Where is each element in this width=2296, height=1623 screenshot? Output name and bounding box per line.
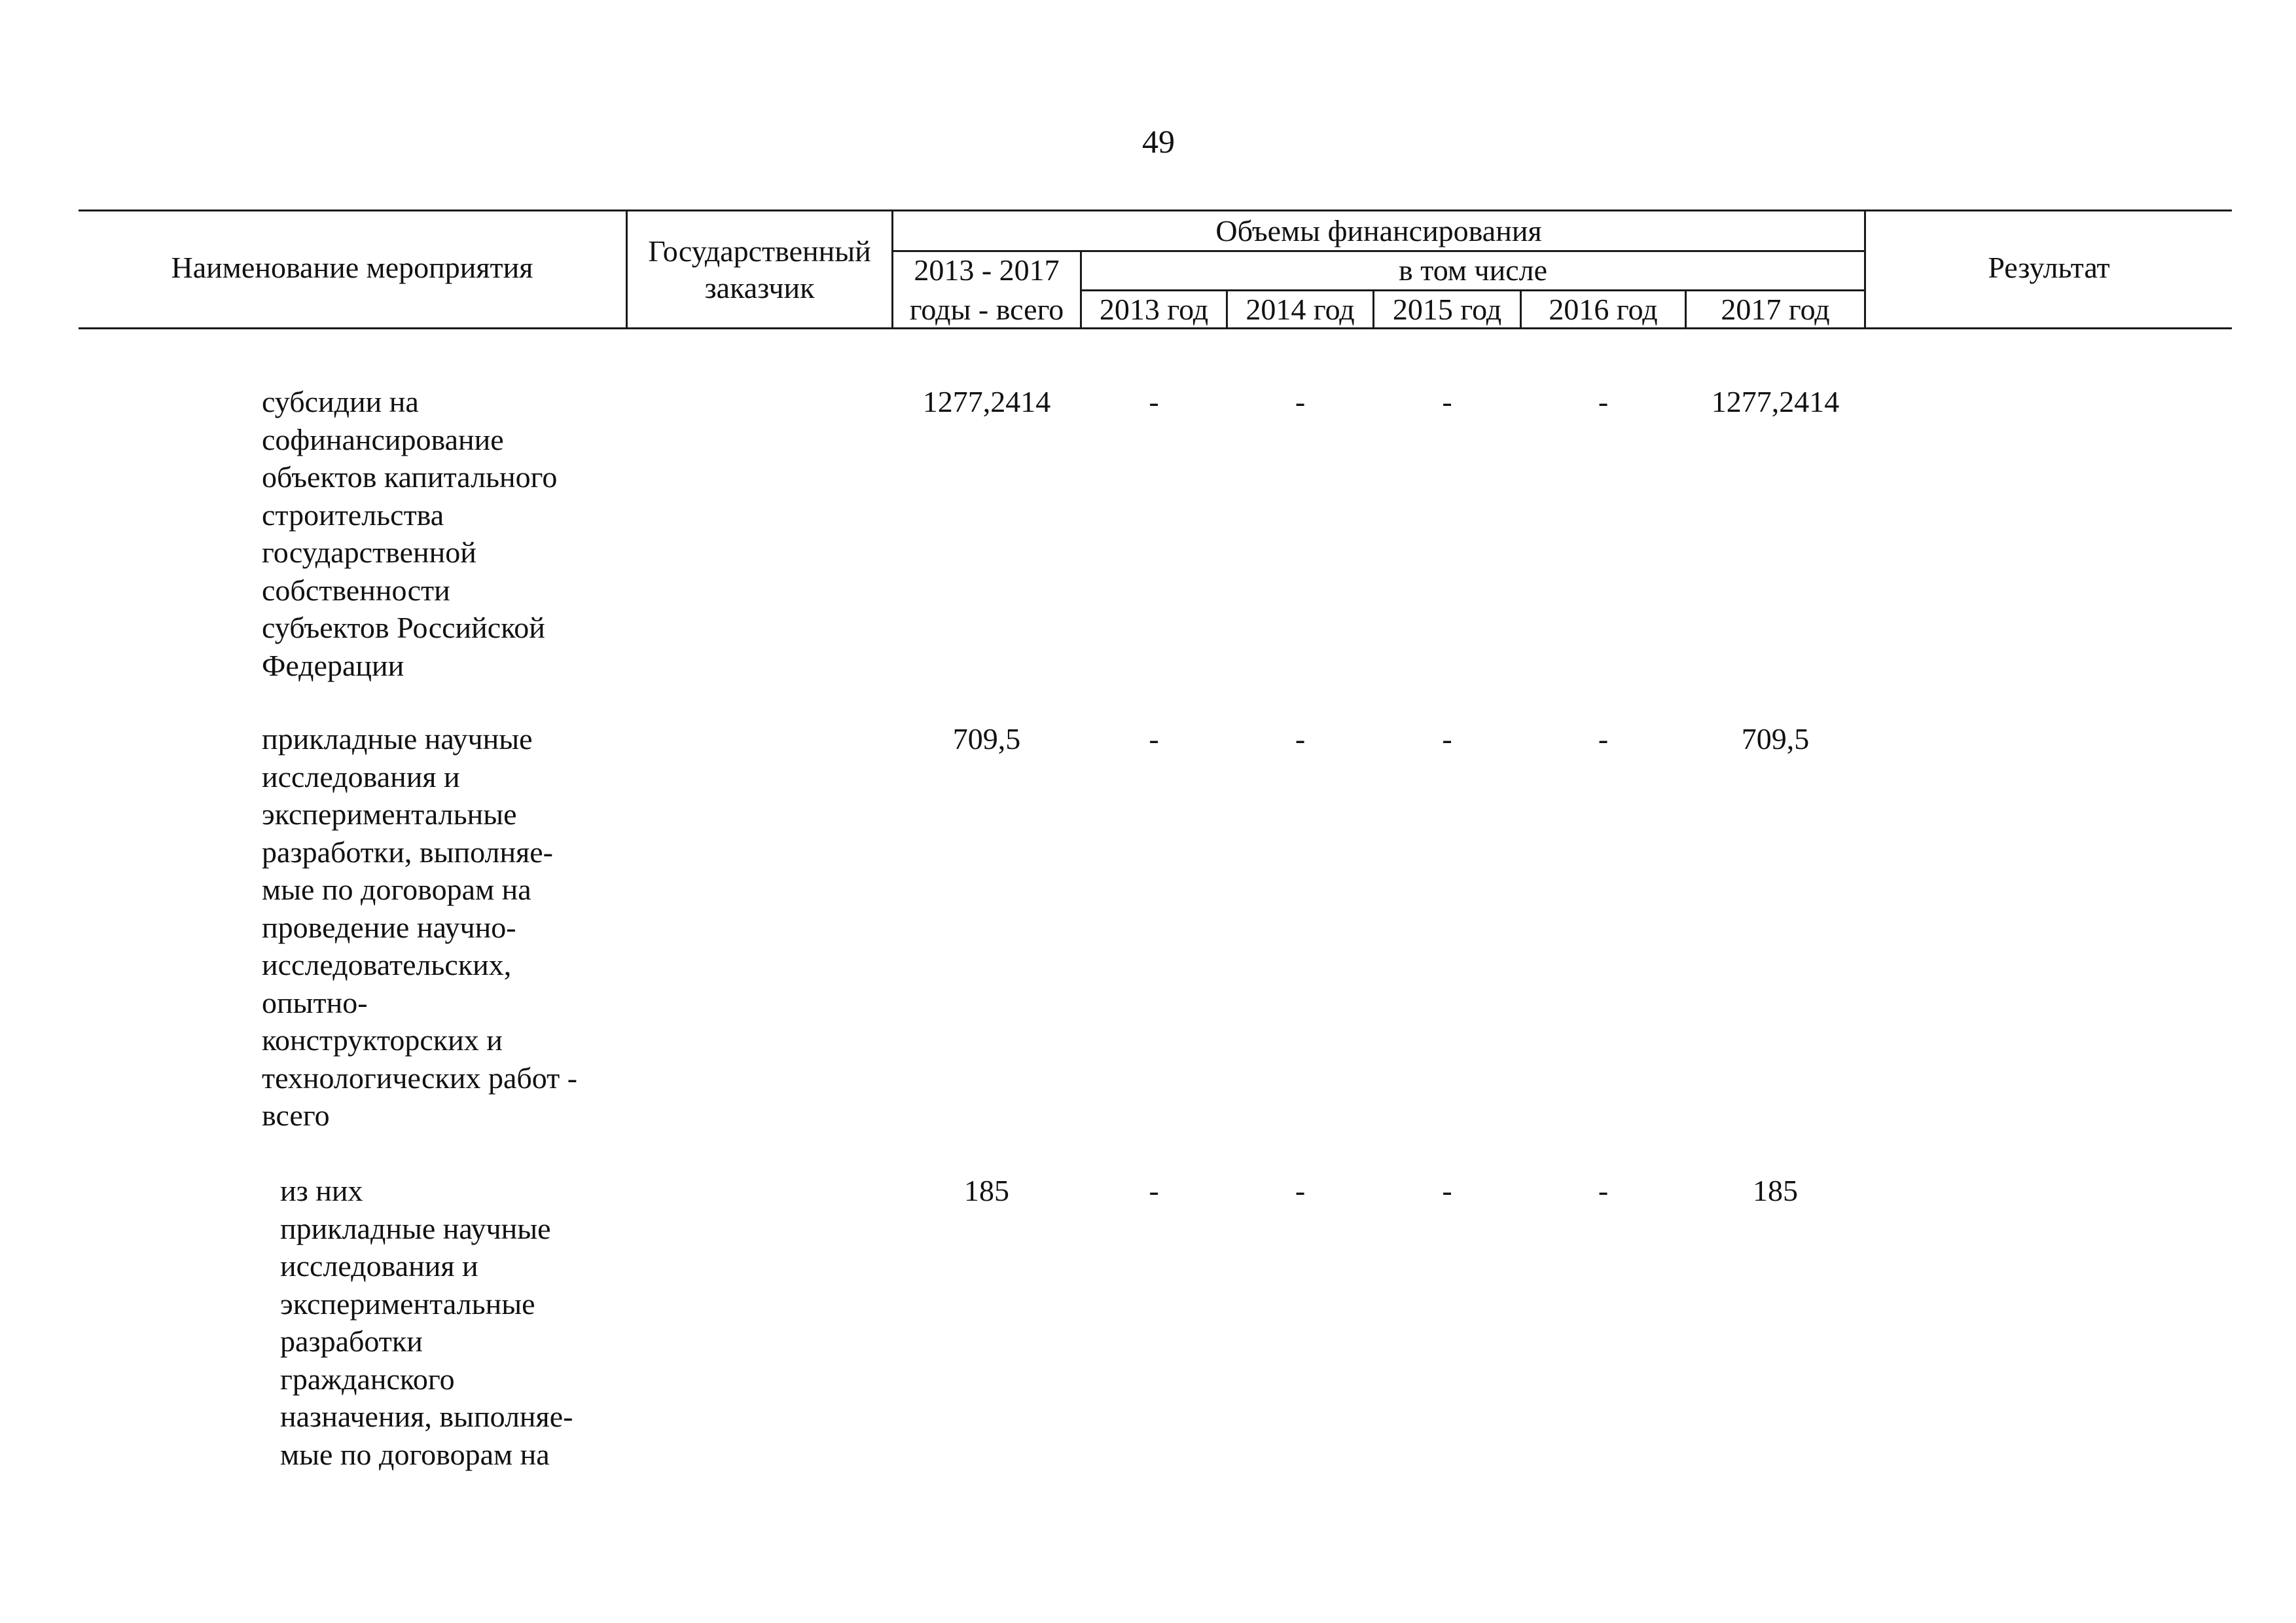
- row-1-2016: -: [1598, 385, 1609, 418]
- row-2-name: прикладные научные исследования и экспериментальные разработки, выполняе- мые по договорам на проведение научно- исследовательских, опытно- конструкторских и технологических работ - всего: [262, 722, 578, 1132]
- years-subheader-rule: [1080, 289, 1864, 291]
- row-2-2016: -: [1598, 722, 1609, 756]
- row-3-2016: -: [1598, 1174, 1609, 1207]
- header-including: в том числе: [1399, 253, 1547, 287]
- header-customer: [628, 233, 891, 306]
- header-name: Наименование мероприятия: [171, 251, 533, 284]
- row-3-2017: 185: [1753, 1174, 1798, 1207]
- row-2-2014: -: [1295, 722, 1306, 756]
- row-1-2014: -: [1295, 385, 1306, 418]
- row-2-total: 709,5: [952, 722, 1021, 756]
- row-2-2017: 709,5: [1741, 722, 1810, 756]
- row-1-name: субсидии на софинансирование объектов капитального строительства государственной собственности субъектов Российской Федерации: [262, 385, 558, 682]
- row-3-2014: -: [1295, 1174, 1306, 1207]
- row-1-2015: -: [1442, 385, 1452, 418]
- header-year-2013: 2013 год: [1099, 293, 1209, 326]
- header-bottom-rule: [79, 327, 2232, 329]
- header-total-line2: годы - всего: [909, 293, 1064, 326]
- header-total-line1: 2013 - 2017: [914, 253, 1060, 287]
- row-1-total: 1277,2414: [922, 385, 1051, 418]
- page-number: 49: [1142, 123, 1175, 160]
- row-3-2013: -: [1149, 1174, 1159, 1207]
- header-funding: Объемы финансирования: [1215, 214, 1542, 247]
- header-result: Результат: [1988, 251, 2110, 284]
- row-2-2013: -: [1149, 722, 1159, 756]
- funding-subheader-rule: [891, 250, 1864, 252]
- header-year-2015: 2015 год: [1392, 293, 1502, 326]
- row-3-total: 185: [964, 1174, 1009, 1207]
- header-customer-text: Государственный заказчик: [648, 234, 871, 304]
- row-3-2015: -: [1442, 1174, 1452, 1207]
- row-1-2013: -: [1149, 385, 1159, 418]
- row-3-name: из них прикладные научные исследования и экспериментальные разработки гражданского назначения, выполняе- мые по договорам на: [280, 1174, 573, 1471]
- row-1-2017: 1277,2414: [1711, 385, 1840, 418]
- header-year-2017: 2017 год: [1721, 293, 1830, 326]
- header-year-2016: 2016 год: [1549, 293, 1658, 326]
- header-year-2014: 2014 год: [1246, 293, 1355, 326]
- row-2-2015: -: [1442, 722, 1452, 756]
- header-top-rule: [79, 210, 2232, 211]
